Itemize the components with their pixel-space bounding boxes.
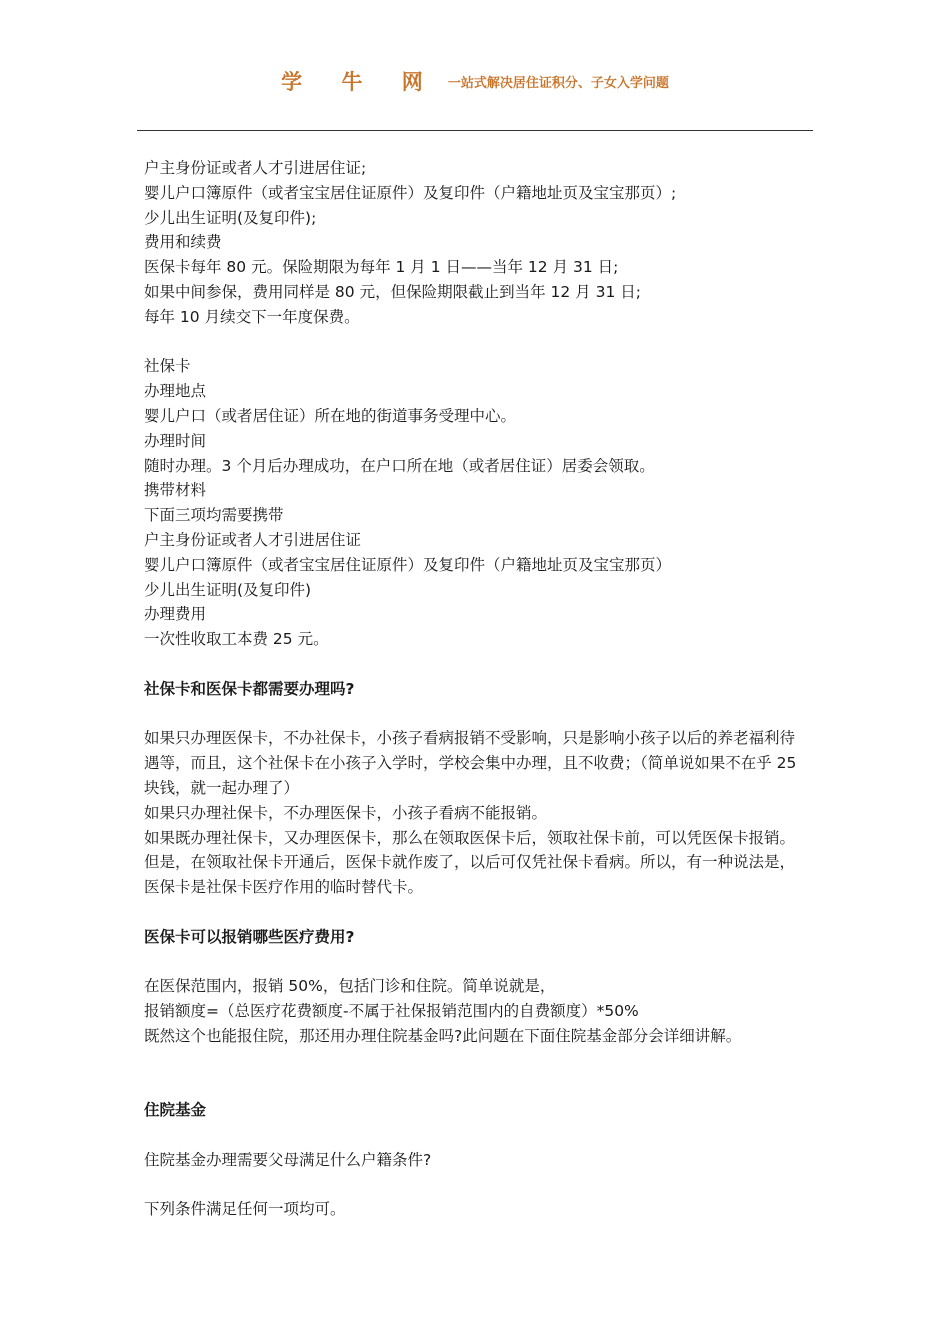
faq1-paragraph-3: 如果既办理社保卡，又办理医保卡，那么在领取医保卡后，领取社保卡前，可以凭医保卡报销。但是，在领取社保卡开通后，医保卡就作废了，以后可仅凭社保卡看病。所以，有一种说法是，医保卡是社保卡医疗作用的临时替代卡。 [144,828,796,897]
medical-fee-line-3: 每年 10 月续交下一年度保费。 [144,307,360,326]
medical-fee-line-1: 医保卡每年 80 元。保险期限为每年 1 月 1 日——当年 12 月 31 日; [144,258,619,277]
spacer [144,950,808,975]
social-time-heading: 办理时间 [144,431,207,450]
hospital-fund-title: 住院基金 [144,1101,207,1120]
hospital-fund-answer: 下列条件满足任何一项均可。 [144,1200,346,1219]
document-body [144,156,808,1222]
faq1-question: 社保卡和医保卡都需要办理吗? [144,679,355,698]
medical-fee-line-2: 如果中间参保，费用同样是 80 元，但保险期限截止到当年 12 月 31 日; [144,282,641,301]
social-material-3: 少儿出生证明(及复印件) [144,580,312,599]
spacer [144,330,808,355]
brand-slogan: 一站式解决居住证积分、子女入学问题 [447,75,669,91]
social-location-heading: 办理地点 [144,382,207,401]
spacer [144,1173,808,1198]
medical-material-2: 婴儿户口簿原件（或者宝宝居住证原件）及复印件（户籍地址页及宝宝那页）; [144,183,677,202]
social-material-2: 婴儿户口簿原件（或者宝宝居住证原件）及复印件（户籍地址页及宝宝那页） [144,555,672,574]
social-materials-heading: 携带材料 [144,481,207,500]
faq2-line-2: 报销额度=（总医疗花费额度-不属于社保报销范围内的自费额度）*50% [144,1002,639,1021]
social-material-1: 户主身份证或者人才引进居住证 [144,530,362,549]
faq1-paragraph-2: 如果只办理社保卡，不办理医保卡，小孩子看病不能报销。 [144,803,548,822]
social-card-title: 社保卡 [144,357,191,376]
spacer [144,900,808,925]
spacer [144,702,808,727]
social-location-text: 婴儿户口（或者居住证）所在地的街道事务受理中心。 [144,406,517,425]
medical-material-3: 少儿出生证明(及复印件); [144,208,317,227]
medical-fee-heading: 费用和续费 [144,233,222,252]
faq2-line-3: 既然这个也能报住院，那还用办理住院基金吗?此问题在下面住院基金部分会详细讲解。 [144,1026,742,1045]
spacer [144,652,808,677]
hospital-fund-question: 住院基金办理需要父母满足什么户籍条件? [144,1150,432,1169]
faq2-line-1: 在医保范围内，报销 50%，包括门诊和住院。简单说就是， [144,977,556,996]
medical-material-1: 户主身份证或者人才引进居住证; [144,159,367,177]
social-fee-text: 一次性收取工本费 25 元。 [144,630,329,649]
faq1-paragraph-1: 如果只办理医保卡，不办社保卡，小孩子看病报销不受影响，只是影响小孩子以后的养老福利待遇等，而且，这个社保卡在小孩子入学时，学校会集中办理，且不收费；（简单说如果不在乎 25 块钱，就一起办理了） [144,729,797,797]
social-fee-heading: 办理费用 [144,605,207,624]
brand-logo: 学 牛 网 [281,69,439,94]
page-header [0,66,950,96]
spacer [144,1123,808,1148]
social-materials-intro: 下面三项均需要携带 [144,506,284,525]
faq2-question: 医保卡可以报销哪些医疗费用? [144,927,355,946]
spacer [144,1049,808,1099]
social-time-text: 随时办理。3 个月后办理成功，在户口所在地（或者居住证）居委会领取。 [144,456,655,475]
header-divider [137,130,813,131]
